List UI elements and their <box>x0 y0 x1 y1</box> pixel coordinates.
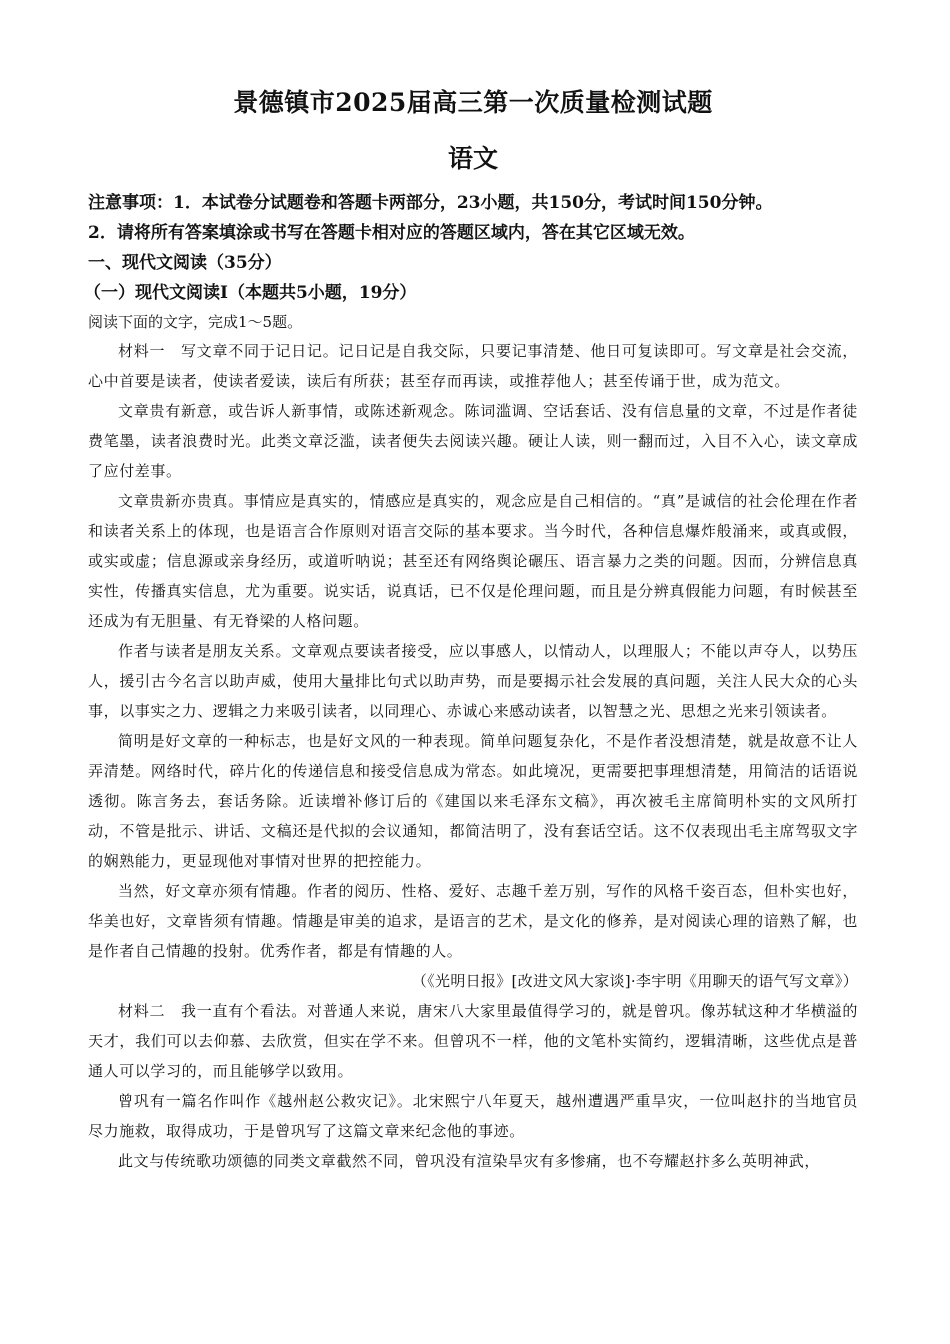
notice-line-2: 2．请将所有答案填涂或书写在答题卡相对应的答题区域内，答在其它区域无效。 <box>88 223 695 243</box>
material-one <box>88 336 858 996</box>
reading-instruction: 阅读下面的文字，完成1～5题。 <box>88 313 303 331</box>
exam-title: 景德镇市2025届高三第一次质量检测试题 <box>233 88 713 117</box>
material-paragraph: 曾巩有一篇名作叫作《越州赵公救灾记》。北宋熙宁八年夏天，越州遭遇严重旱灾，一位叫赵抃的当地官员尽力施救，取得成功，于是曾巩写了这篇文章来纪念他的事迹。 <box>88 1092 858 1140</box>
material-paragraph: 材料一 写文章不同于记日记。记日记是自我交际，只要记事清楚、他日可复读即可。写文章是社会交流，心中首要是读者，使读者爱读，读后有所获；甚至存而再读，或推荐他人；甚至传诵于世，成为范文。 <box>88 342 858 390</box>
material-two <box>88 996 858 1176</box>
material-paragraph: 作者与读者是朋友关系。文章观点要读者接受，应以事感人，以情动人，以理服人；不能以声夺人，以势压人，援引古今名言以助声威，使用大量排比句式以助声势，而是要揭示社会发展的真问题，关注人民大众的心头事，以事实之力、逻辑之力来吸引读者，以同理心、赤诚心来感动读者，以智慧之光、思想之光来引领读者。 <box>88 642 858 720</box>
section-heading: 一、现代文阅读（35分） <box>88 253 282 273</box>
material-paragraph: 文章贵有新意，或告诉人新事情，或陈述新观念。陈词滥调、空话套话、没有信息量的文章，不过是作者徒费笔墨，读者浪费时光。此类文章泛滥，读者便失去阅读兴趣。硬让人读，则一翻而过，入目不入心，读文章成了应付差事。 <box>88 402 858 480</box>
material-paragraph: 当然，好文章亦须有情趣。作者的阅历、性格、爱好、志趣千差万别，写作的风格千姿百态，但朴实也好，华美也好，文章皆须有情趣。情趣是审美的追求，是语言的艺术，是文化的修养，是对阅读心理的谙熟了解，也是作者自己情趣的投射。优秀作者，都是有情趣的人。 <box>88 882 858 960</box>
material-source: （《光明日报》[改进文风大家谈]·李宇明《用聊天的语气写文章》） <box>411 972 858 990</box>
subsection-heading: （一）现代文阅读Ⅰ（本题共5小题，19分） <box>84 283 417 303</box>
material-paragraph: 文章贵新亦贵真。事情应是真实的，情感应是真实的，观念应是自己相信的。“真”是诚信的社会伦理在作者和读者关系上的体现，也是语言合作原则对语言交际的基本要求。当今时代，各种信息爆炸般涌来，或真或假，或实或虚；信息源或亲身经历，或道听呐说；甚至还有网络舆论碾压、语言暴力之类的问题。因而，分辨信息真实性，传播真实信息，尤为重要。说实话，说真话，已不仅是伦理问题，而且是分辨真假能力问题，有时候甚至还成为有无胆量、有无脊梁的人格问题。 <box>88 492 858 630</box>
material-paragraph: 此文与传统歌功颂德的同类文章截然不同，曾巩没有渲染旱灾有多惨痛，也不夸耀赵抃多么英明神武， <box>118 1152 821 1170</box>
material-paragraph: 简明是好文章的一种标志，也是好文风的一种表现。简单问题复杂化，不是作者没想清楚，就是故意不让人弄清楚。网络时代，碎片化的传递信息和接受信息成为常态。如此境况，更需要把事理想清楚，用简洁的话语说透彻。陈言务去，套话务除。近读增补修订后的《建国以来毛泽东文稿》，再次被毛主席简明朴实的文风所打动，不管是批示、讲话、文稿还是代拟的会议通知，都简洁明了，没有套话空话。这不仅表现出毛主席驾驭文字的娴熟能力，更显现他对事情对世界的把控能力。 <box>88 732 858 870</box>
material-paragraph: 材料二 我一直有个看法。对普通人来说，唐宋八大家里最值得学习的，就是曾巩。像苏轼这种才华横溢的天才，我们可以去仰慕、去欣赏，但实在学不来。但曾巩不一样，他的文笔朴实简约，逻辑清晰，这些优点是普通人可以学习的，而且能够学以致用。 <box>88 1002 858 1080</box>
notice-line-1: 注意事项：1．本试卷分试题卷和答题卡两部分，23小题，共150分，考试时间150分钟。 <box>88 193 773 213</box>
subject-title: 语文 <box>447 144 498 173</box>
